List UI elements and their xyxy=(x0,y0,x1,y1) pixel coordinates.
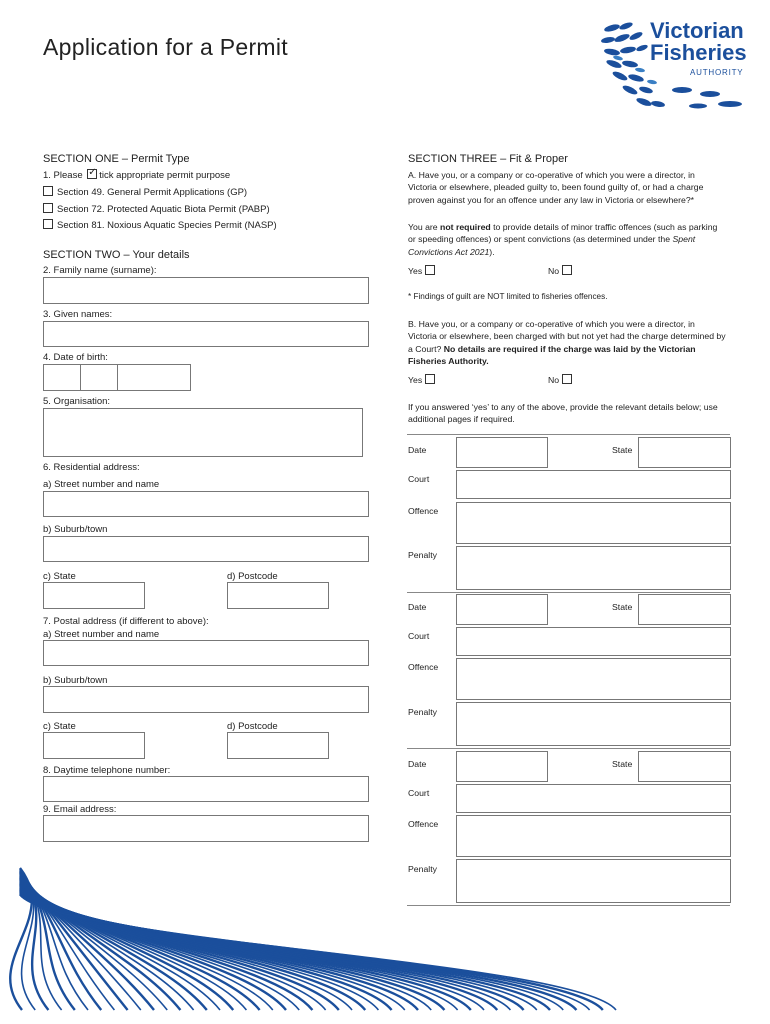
offence2-court-input[interactable] xyxy=(456,627,731,656)
dob-day-input[interactable] xyxy=(43,364,81,391)
qb-no-checkbox[interactable] xyxy=(562,374,572,384)
option-label: Section 72. Protected Aquatic Biota Permit (PABP) xyxy=(57,204,270,215)
penalty-label: Penalty xyxy=(408,864,437,874)
offence2-state-input[interactable] xyxy=(638,594,731,625)
post-suburb-input[interactable] xyxy=(43,686,369,713)
permit-option-nasp[interactable] xyxy=(43,219,277,231)
given-names-label: 3. Given names: xyxy=(43,309,113,320)
post-state-label: c) State xyxy=(43,721,76,732)
post-street-label: a) Street number and name xyxy=(43,629,160,640)
offence1-court-input[interactable] xyxy=(456,470,731,499)
res-street-input[interactable] xyxy=(43,491,369,517)
wave-lines-decoration xyxy=(0,860,640,1024)
no-label: No xyxy=(548,375,560,385)
residential-label: 6. Residential address: xyxy=(43,462,140,473)
offence-label: Offence xyxy=(408,506,439,516)
phone-input[interactable] xyxy=(43,776,369,802)
res-state-input[interactable] xyxy=(43,582,145,609)
note-part: You are xyxy=(408,222,441,232)
date-label: Date xyxy=(408,602,427,612)
qb-bold: No details are required if the charge was laid by the Victorian Fisheries Authority. xyxy=(408,343,696,367)
dob-month-input[interactable] xyxy=(80,364,118,391)
divider xyxy=(407,748,730,749)
res-postcode-label: d) Postcode xyxy=(227,571,278,582)
qb-yes-checkbox[interactable] xyxy=(425,374,435,384)
organisation-label: 5. Organisation: xyxy=(43,396,111,407)
offence2-penalty-input[interactable] xyxy=(456,702,731,746)
findings-note: * Findings of guilt are NOT limited to fisheries offences. xyxy=(408,292,608,301)
divider xyxy=(407,434,730,435)
logo-line3: AUTHORITY xyxy=(690,68,744,77)
res-suburb-label: b) Suburb/town xyxy=(43,524,108,535)
question-a: A. Have you, or a company or co-operative of which you were a director, in Victoria or elsewhere, pleaded guilty to, been found guilty of, or had a charge proven against you for an offence under any law in Victoria or elsewhere?* xyxy=(408,170,704,205)
qa-yes-checkbox[interactable] xyxy=(425,265,435,275)
offence1-date-input[interactable] xyxy=(456,437,548,468)
court-label: Court xyxy=(408,788,430,798)
note-bold: not required xyxy=(440,222,491,232)
res-postcode-input[interactable] xyxy=(227,582,329,609)
offence-label: Offence xyxy=(408,662,439,672)
offence2-date-input[interactable] xyxy=(456,594,548,625)
divider xyxy=(407,592,730,593)
page-title: Application for a Permit xyxy=(43,34,288,60)
family-name-label: 2. Family name (surname): xyxy=(43,265,157,276)
option-label: Section 81. Noxious Aquatic Species Permit (NASP) xyxy=(57,220,277,231)
if-yes-instruction: If you answered ‘yes’ to any of the above, provide the relevant details below; use additional pages if required. xyxy=(408,402,718,425)
qa-no-checkbox[interactable] xyxy=(562,265,572,275)
wave-line xyxy=(20,882,339,1010)
postal-label: 7. Postal address (if different to above): xyxy=(43,616,209,627)
wave-line xyxy=(20,882,326,1010)
section-three-heading: SECTION THREE – Fit & Proper xyxy=(408,153,568,165)
qa-no[interactable] xyxy=(548,265,576,277)
phone-label: 8. Daytime telephone number: xyxy=(43,765,171,776)
yes-label: Yes xyxy=(408,375,423,385)
qb-text: B. Have you, or a company or co-operative of which you were a director, in Victoria or elsewhere, been charged with but not yet had the charge determined by a Court? xyxy=(408,319,726,354)
post-suburb-label: b) Suburb/town xyxy=(43,675,108,686)
permit-option-pabp[interactable] xyxy=(43,203,270,215)
permit-instruction xyxy=(43,169,230,181)
logo-line2: Fisheries xyxy=(650,40,747,65)
offence3-court-input[interactable] xyxy=(456,784,731,813)
offence1-state-input[interactable] xyxy=(638,437,731,468)
section-two-heading: SECTION TWO – Your details xyxy=(43,249,190,261)
court-label: Court xyxy=(408,631,430,641)
no-label: No xyxy=(548,266,560,276)
offence3-date-input[interactable] xyxy=(456,751,548,782)
question-a-note xyxy=(408,221,726,258)
res-suburb-input[interactable] xyxy=(43,536,369,562)
post-street-input[interactable] xyxy=(43,640,369,666)
court-label: Court xyxy=(408,474,430,484)
offence1-penalty-input[interactable] xyxy=(456,546,731,590)
email-label: 9. Email address: xyxy=(43,804,117,815)
offence2-offence-input[interactable] xyxy=(456,658,731,700)
dob-year-input[interactable] xyxy=(117,364,191,391)
offence3-offence-input[interactable] xyxy=(456,815,731,857)
wave-line xyxy=(20,892,550,1010)
note-italic: Spent Convictions Act 2021 xyxy=(408,234,696,257)
section-one-heading: SECTION ONE – Permit Type xyxy=(43,153,190,165)
offence-label: Offence xyxy=(408,819,439,829)
option-label: Section 49. General Permit Applications (GP) xyxy=(57,187,248,198)
vfa-logo xyxy=(600,18,750,113)
note-part: ). xyxy=(489,246,495,257)
offence3-state-input[interactable] xyxy=(638,751,731,782)
note-part: to provide details of minor traffic offences (such as parking or speeding offences) or spent convictions (as determined under the xyxy=(408,222,718,245)
res-street-label: a) Street number and name xyxy=(43,479,160,490)
email-input[interactable] xyxy=(43,815,369,842)
logo-line1: Victorian xyxy=(650,18,744,43)
instruction-pre: 1. Please xyxy=(43,170,83,181)
checkbox-gp[interactable] xyxy=(43,186,53,196)
instruction-post: tick appropriate permit purpose xyxy=(99,170,231,181)
qa-yes[interactable] xyxy=(408,265,439,277)
post-state-input[interactable] xyxy=(43,732,145,759)
organisation-input[interactable] xyxy=(43,408,363,457)
offence1-offence-input[interactable] xyxy=(456,502,731,544)
fish-icon xyxy=(670,80,750,110)
post-postcode-input[interactable] xyxy=(227,732,329,759)
yes-label: Yes xyxy=(408,266,423,276)
wave-line xyxy=(20,887,444,1010)
question-b xyxy=(408,318,726,368)
qb-yes[interactable] xyxy=(408,374,439,386)
state-label: State xyxy=(612,445,633,455)
given-names-input[interactable] xyxy=(43,321,369,347)
dob-label: 4. Date of birth: xyxy=(43,352,108,363)
penalty-label: Penalty xyxy=(408,550,437,560)
date-label: Date xyxy=(408,759,427,769)
checkbox-nasp[interactable] xyxy=(43,219,53,229)
checkbox-pabp[interactable] xyxy=(43,203,53,213)
date-label: Date xyxy=(408,445,427,455)
penalty-label: Penalty xyxy=(408,707,437,717)
post-postcode-label: d) Postcode xyxy=(227,721,278,732)
res-state-label: c) State xyxy=(43,571,76,582)
state-label: State xyxy=(612,602,633,612)
example-checked-icon xyxy=(87,169,97,179)
state-label: State xyxy=(612,759,633,769)
permit-option-gp[interactable] xyxy=(43,186,247,198)
qb-no[interactable] xyxy=(548,374,576,386)
family-name-input[interactable] xyxy=(43,277,369,304)
